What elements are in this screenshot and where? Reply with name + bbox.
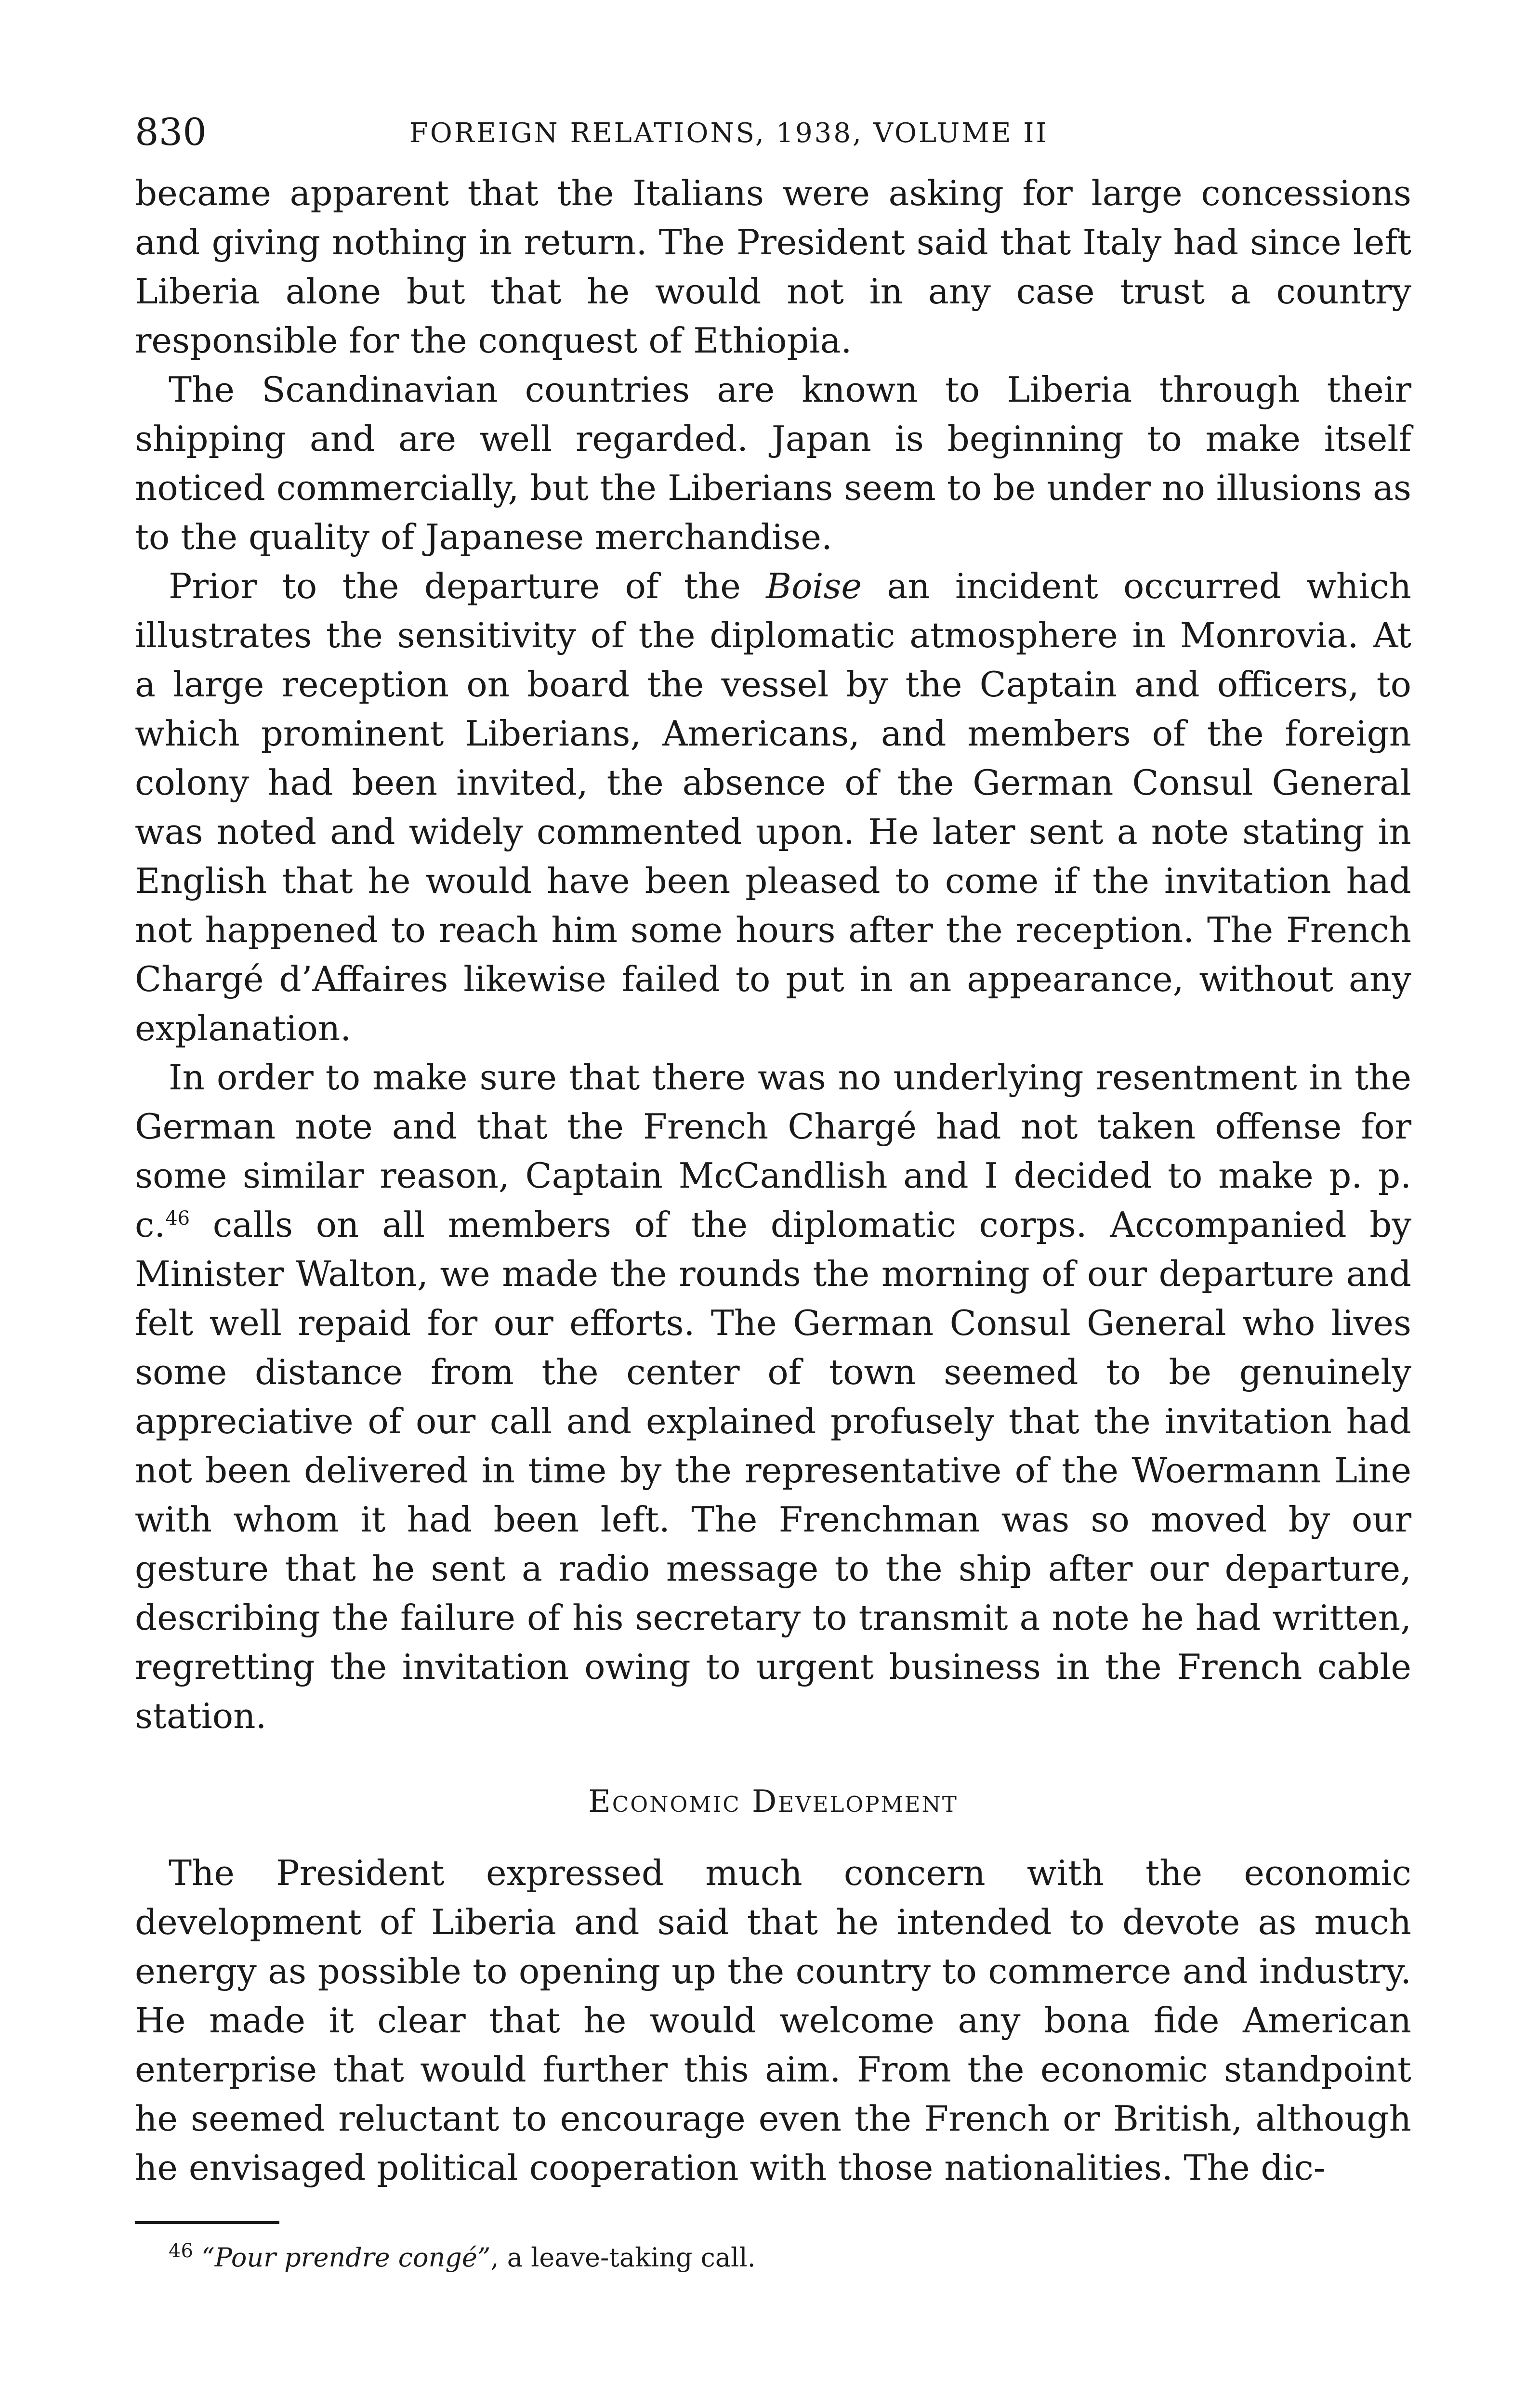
paragraph-1-text: became apparent that the Italians were asking for large concessions and giving nothing in return. The President said that Italy had since left Liberia alone but that he would not in any case trust a country responsible for the conquest of Ethiopia.: [135, 173, 1411, 361]
paragraph-2: [135, 365, 1411, 562]
running-head-title: FOREIGN RELATIONS, 1938, VOLUME II: [409, 118, 1049, 149]
paragraph-5: [135, 1848, 1411, 2192]
paragraph-3: [135, 562, 1411, 1053]
paragraph-4: [135, 1053, 1411, 1741]
footnote-46: [135, 2238, 1411, 2277]
body-text: [135, 169, 1411, 2192]
page-number: 830: [135, 111, 207, 154]
ship-name-boise: Boise: [766, 566, 862, 606]
footnote-italic-phrase: “Pour prendre congé”: [201, 2242, 491, 2273]
paragraph-4-text-a: In order to make sure that there was no underlying resentment in the German note and that the French Chargé had not taken offense for some similar reason, Captain McCandlish and I decided to make p. p. c.: [135, 1057, 1411, 1245]
paragraph-2-text: The Scandinavian countries are known to Liberia through their shipping and are well regarded. Japan is beginning to make itself noticed commercially, but the Liberians seem to be under no illusions as to the quality of Japanese merchandise.: [135, 369, 1411, 557]
running-head: [135, 111, 1411, 169]
footnote-number: 46: [169, 2240, 193, 2262]
section-heading-economic-development: Economic Development: [588, 1784, 958, 1819]
paragraph-5-text: The President expressed much concern with the economic development of Liberia and said that he intended to devote as much energy as possible to opening up the country to commerce and industry. He made it clear that he would welcome any bona fide American enterprise that would further this aim. From the economic standpoint he seemed reluctant to encourage even the French or British, although he envisaged political cooperation with those nationalities. The dic-: [135, 1853, 1411, 2188]
paragraph-4-text-b: calls on all members of the diplomatic corps. Accompanied by Minister Walton, we made the rounds the morning of our departure and felt well repaid for our efforts. The German Consul General who lives some distance from the center of town seemed to be genuinely appreciative of our call and explained profusely that the invitation had not been delivered in time by the representative of the Woermann Line with whom it had been left. The Frenchman was so moved by our gesture that he sent a radio message to the ship after our departure, describing the failure of his secretary to transmit a note he had written, regretting the invitation owing to urgent business in the French cable station.: [135, 1204, 1411, 1736]
paragraph-3-text-b: an incident occurred which illustrates the sensitivity of the diplomatic atmosphere in Monrovia. At a large reception on board the vessel by the Captain and officers, to which prominent Liberians, Americans, and members of the foreign colony had been invited, the absence of the German Consul General was noted and widely commented upon. He later sent a note stating in English that he would have been pleased to come if the invitation had not happened to reach him some hours after the reception. The French Chargé d’Affaires likewise failed to put in an appearance, without any explanation.: [135, 566, 1411, 1048]
footnote-divider: [135, 2221, 279, 2224]
document-page: [135, 111, 1411, 2374]
paragraph-1: [135, 169, 1411, 365]
paragraph-3-text-a: Prior to the departure of the: [169, 566, 766, 606]
footnote-reference-46[interactable]: 46: [165, 1207, 190, 1230]
footnote-text: , a leave-taking call.: [490, 2242, 756, 2273]
